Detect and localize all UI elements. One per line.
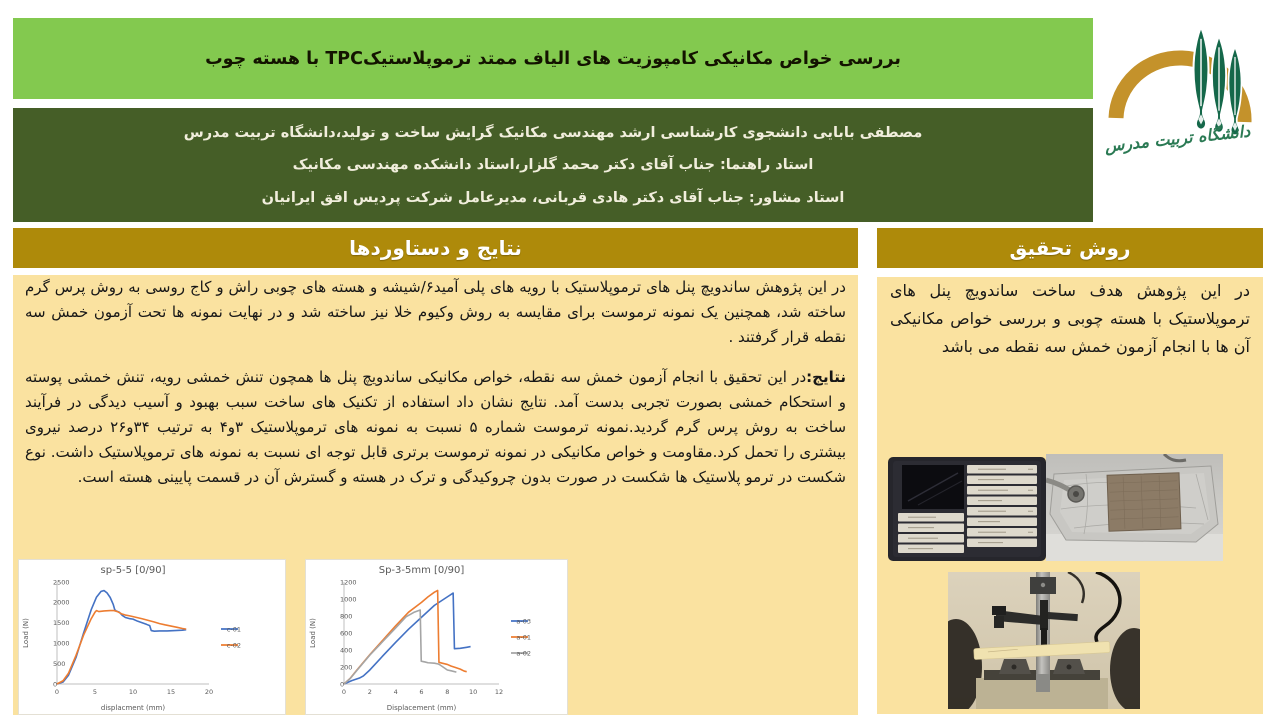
svg-text:400: 400 bbox=[340, 646, 353, 655]
svg-text:a-02: a-02 bbox=[516, 649, 531, 658]
results-header-label: نتایج و دستاوردها bbox=[349, 236, 522, 260]
svg-text:0: 0 bbox=[341, 688, 347, 696]
svg-text:2: 2 bbox=[367, 688, 372, 696]
svg-text:c-02: c-02 bbox=[226, 641, 241, 650]
chart-sp-5-5 bbox=[18, 559, 286, 715]
svg-text:12: 12 bbox=[494, 688, 504, 696]
svg-text:1500: 1500 bbox=[53, 619, 70, 628]
svg-text:displacment (mm): displacment (mm) bbox=[100, 704, 166, 712]
results-header bbox=[13, 228, 858, 268]
svg-text:Load (N): Load (N) bbox=[309, 618, 317, 648]
svg-text:5: 5 bbox=[92, 688, 98, 696]
poster-title-bar bbox=[13, 18, 1093, 99]
results-paragraph-findings bbox=[25, 365, 846, 490]
svg-text:0: 0 bbox=[340, 680, 345, 689]
photo-sample-tray bbox=[888, 457, 1046, 561]
svg-text:200: 200 bbox=[340, 663, 353, 672]
svg-text:10: 10 bbox=[469, 688, 478, 696]
svg-text:6: 6 bbox=[419, 688, 424, 696]
svg-text:a-01: a-01 bbox=[516, 633, 531, 642]
svg-text:Load (N): Load (N) bbox=[22, 618, 30, 648]
svg-text:600: 600 bbox=[340, 629, 353, 638]
svg-text:8: 8 bbox=[445, 688, 450, 696]
svg-text:2000: 2000 bbox=[53, 598, 70, 607]
svg-text:Sp-3-5mm [0/90]: Sp-3-5mm [0/90] bbox=[378, 565, 465, 576]
svg-text:Displacement (mm): Displacement (mm) bbox=[386, 704, 457, 712]
svg-text:0: 0 bbox=[54, 688, 60, 696]
authors-bar bbox=[13, 108, 1093, 222]
method-paragraph: در این پژوهش هدف ساخت ساندویچ پنل های ترموپلاستیک با هسته چوبی و بررسی خواص مکانیکی آن ها با انجام آزمون خمش سه نقطه می باشد bbox=[890, 281, 1250, 356]
chart-sp-3-5mm bbox=[305, 559, 568, 715]
svg-text:4: 4 bbox=[393, 688, 398, 696]
photo-vacuum-bag bbox=[1046, 454, 1223, 561]
svg-text:1200: 1200 bbox=[340, 578, 357, 587]
method-body bbox=[877, 277, 1263, 714]
results-label: نتایج: bbox=[806, 368, 846, 386]
svg-text:sp-5-5 [0/90]: sp-5-5 [0/90] bbox=[100, 565, 166, 576]
results-paragraph-method: در این پژوهش ساندویچ پنل های ترموپلاستیک با رویه های پلی آمید۶/شیشه و هسته های چوبی راش و کاج روسی به روش پرس گرم ساخته شد، همچنین یک نمونه ترموست برای مقایسه به روش وکیوم خلا نیز ساخته شد و در نهایت نمونه ها تحت آزمون خمش سه نقطه قرار گرفتند . bbox=[25, 278, 846, 346]
svg-text:2500: 2500 bbox=[53, 578, 70, 587]
supervisor-line: استاد راهنما: جناب آقای دکتر محمد گلزار،استاد دانشکده مهندسی مکانیک bbox=[292, 157, 814, 173]
svg-text:c-01: c-01 bbox=[226, 625, 241, 634]
poster-title: بررسی خواص مکانیکی کامپوزیت های الیاف ممتد ترموپلاستیکTPC با هسته چوب bbox=[205, 48, 901, 69]
method-header bbox=[877, 228, 1263, 268]
university-name: دانشگاه تربیت مدرس bbox=[1103, 121, 1252, 156]
university-logo-icon bbox=[1098, 4, 1266, 176]
results-text: در این تحقیق با انجام آزمون خمش سه نقطه، خواص مکانیکی ساندویچ پنل ها همچون تنش خمشی رویه، تنش خمشی پوسته و استحکام خمشی بصورت تجربی بدست آمد. نتایج نشان داد استفاده از تکنیک های ساخت سبب بهبود و آسیب دیدگی در فرآیند ساخت به روش پرس گرم گردید.نمونه ترموست شماره ۵ نسبت به نمونه های ترموپلاستیک ۳و۴ به ترتیب ۳۴و۲۶ درصد نیروی بیشتری را تحمل کرد.مقاومت و خواص مکانیکی در نمونه ترموست برتری قابل توجه ای نسبت به نمونه های ترموپلاستیک داشت. نوع شکست در ترمو پلاستیک ها شکست در صورت بدون چروکیدگی و ترک در هسته و گسترش آن در قسمت پایینی هسته است. bbox=[25, 368, 847, 486]
svg-text:1000: 1000 bbox=[53, 639, 70, 648]
method-header-label: روش تحقیق bbox=[1009, 236, 1131, 260]
svg-text:0: 0 bbox=[53, 680, 58, 689]
svg-text:15: 15 bbox=[166, 688, 176, 696]
method-section bbox=[877, 228, 1263, 705]
svg-text:500: 500 bbox=[53, 659, 66, 668]
svg-text:20: 20 bbox=[204, 688, 214, 696]
svg-text:1000: 1000 bbox=[340, 595, 357, 604]
advisor-line: استاد مشاور: جناب آقای دکتر هادی قربانی، مدیرعامل شرکت پردیس افق ایرانیان bbox=[261, 189, 845, 206]
university-logo bbox=[1098, 4, 1266, 176]
photo-bend-test bbox=[948, 572, 1140, 709]
svg-text:10: 10 bbox=[128, 688, 138, 696]
svg-text:a-03: a-03 bbox=[516, 617, 531, 626]
results-section bbox=[13, 228, 858, 712]
author-line: مصطفی بابایی دانشجوی کارشناسی ارشد مهندسی مکانیک گرایش ساخت و تولید،دانشگاه تربیت مدرس bbox=[183, 124, 923, 141]
results-body bbox=[13, 275, 858, 715]
svg-text:800: 800 bbox=[340, 612, 353, 621]
